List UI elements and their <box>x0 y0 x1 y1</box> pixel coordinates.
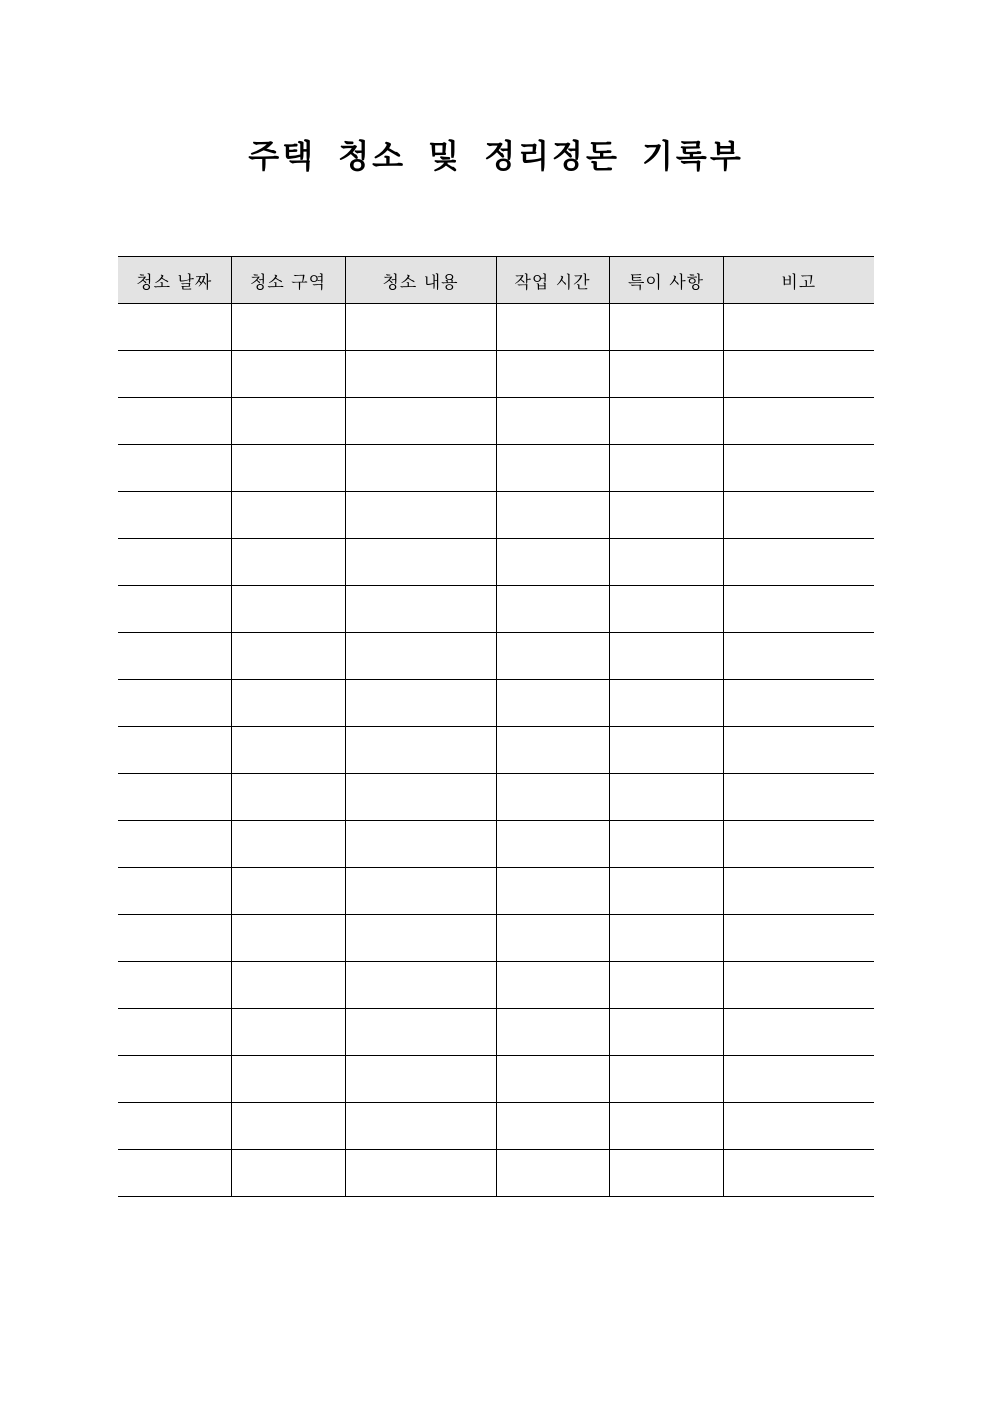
page-title: 주택 청소 및 정리정돈 기록부 <box>248 137 744 175</box>
remarks-cell[interactable] <box>723 868 874 915</box>
area-cell[interactable] <box>231 680 345 727</box>
area-cell[interactable] <box>231 1150 345 1197</box>
time-cell[interactable] <box>496 351 609 398</box>
time-cell[interactable] <box>496 821 609 868</box>
time-cell[interactable] <box>496 492 609 539</box>
area-cell[interactable] <box>231 492 345 539</box>
table-row <box>118 774 874 821</box>
area-cell[interactable] <box>231 1103 345 1150</box>
content-cell[interactable] <box>345 351 496 398</box>
time-cell[interactable] <box>496 633 609 680</box>
remarks-cell[interactable] <box>723 774 874 821</box>
table-row <box>118 1103 874 1150</box>
content-cell[interactable] <box>345 868 496 915</box>
notes-cell[interactable] <box>609 915 723 962</box>
date-cell[interactable] <box>118 633 231 680</box>
table-row <box>118 821 874 868</box>
date-cell[interactable] <box>118 915 231 962</box>
remarks-cell[interactable] <box>723 915 874 962</box>
remarks-cell[interactable] <box>723 586 874 633</box>
time-cell[interactable] <box>496 445 609 492</box>
table-row <box>118 868 874 915</box>
notes-cell[interactable] <box>609 586 723 633</box>
remarks-cell[interactable] <box>723 821 874 868</box>
content-cell[interactable] <box>345 633 496 680</box>
table-row <box>118 727 874 774</box>
date-cell[interactable] <box>118 1009 231 1056</box>
notes-cell[interactable] <box>609 821 723 868</box>
area-cell[interactable] <box>231 915 345 962</box>
header-cleaning-date: 청소 날짜 <box>118 257 231 304</box>
table-row <box>118 539 874 586</box>
area-cell[interactable] <box>231 304 345 351</box>
area-cell[interactable] <box>231 821 345 868</box>
remarks-cell[interactable] <box>723 1009 874 1056</box>
content-cell[interactable] <box>345 492 496 539</box>
content-cell[interactable] <box>345 1056 496 1103</box>
table-row <box>118 1056 874 1103</box>
header-cleaning-area: 청소 구역 <box>231 257 345 304</box>
remarks-cell[interactable] <box>723 304 874 351</box>
remarks-cell[interactable] <box>723 633 874 680</box>
area-cell[interactable] <box>231 398 345 445</box>
remarks-cell[interactable] <box>723 680 874 727</box>
header-work-time: 작업 시간 <box>496 257 609 304</box>
table-row <box>118 492 874 539</box>
cleaning-log-table <box>118 256 874 1197</box>
date-cell[interactable] <box>118 492 231 539</box>
content-cell[interactable] <box>345 1103 496 1150</box>
area-cell[interactable] <box>231 774 345 821</box>
remarks-cell[interactable] <box>723 398 874 445</box>
content-cell[interactable] <box>345 821 496 868</box>
area-cell[interactable] <box>231 962 345 1009</box>
remarks-cell[interactable] <box>723 1150 874 1197</box>
date-cell[interactable] <box>118 398 231 445</box>
table-row <box>118 680 874 727</box>
date-cell[interactable] <box>118 821 231 868</box>
remarks-cell[interactable] <box>723 727 874 774</box>
content-cell[interactable] <box>345 727 496 774</box>
area-cell[interactable] <box>231 1009 345 1056</box>
table-row <box>118 1150 874 1197</box>
date-cell[interactable] <box>118 868 231 915</box>
date-cell[interactable] <box>118 727 231 774</box>
time-cell[interactable] <box>496 1009 609 1056</box>
content-cell[interactable] <box>345 680 496 727</box>
area-cell[interactable] <box>231 868 345 915</box>
remarks-cell[interactable] <box>723 539 874 586</box>
date-cell[interactable] <box>118 1150 231 1197</box>
content-cell[interactable] <box>345 445 496 492</box>
date-cell[interactable] <box>118 680 231 727</box>
area-cell[interactable] <box>231 445 345 492</box>
time-cell[interactable] <box>496 868 609 915</box>
notes-cell[interactable] <box>609 445 723 492</box>
notes-cell[interactable] <box>609 1056 723 1103</box>
date-cell[interactable] <box>118 962 231 1009</box>
table-row <box>118 962 874 1009</box>
content-cell[interactable] <box>345 586 496 633</box>
time-cell[interactable] <box>496 539 609 586</box>
time-cell[interactable] <box>496 962 609 1009</box>
content-cell[interactable] <box>345 1150 496 1197</box>
notes-cell[interactable] <box>609 633 723 680</box>
time-cell[interactable] <box>496 1056 609 1103</box>
date-cell[interactable] <box>118 586 231 633</box>
table-row <box>118 1009 874 1056</box>
notes-cell[interactable] <box>609 680 723 727</box>
date-cell[interactable] <box>118 351 231 398</box>
area-cell[interactable] <box>231 633 345 680</box>
table-row <box>118 351 874 398</box>
area-cell[interactable] <box>231 727 345 774</box>
area-cell[interactable] <box>231 539 345 586</box>
content-cell[interactable] <box>345 774 496 821</box>
date-cell[interactable] <box>118 1056 231 1103</box>
remarks-cell[interactable] <box>723 492 874 539</box>
notes-cell[interactable] <box>609 492 723 539</box>
table-row <box>118 633 874 680</box>
table-row <box>118 586 874 633</box>
header-notes: 특이 사항 <box>609 257 723 304</box>
area-cell[interactable] <box>231 351 345 398</box>
notes-cell[interactable] <box>609 539 723 586</box>
header-row <box>118 257 874 304</box>
notes-cell[interactable] <box>609 774 723 821</box>
notes-cell[interactable] <box>609 868 723 915</box>
time-cell[interactable] <box>496 304 609 351</box>
remarks-cell[interactable] <box>723 962 874 1009</box>
header-remarks: 비고 <box>723 257 874 304</box>
table-row <box>118 304 874 351</box>
time-cell[interactable] <box>496 915 609 962</box>
area-cell[interactable] <box>231 586 345 633</box>
content-cell[interactable] <box>345 304 496 351</box>
content-cell[interactable] <box>345 1009 496 1056</box>
remarks-cell[interactable] <box>723 1056 874 1103</box>
time-cell[interactable] <box>496 398 609 445</box>
table-row <box>118 915 874 962</box>
notes-cell[interactable] <box>609 1009 723 1056</box>
remarks-cell[interactable] <box>723 351 874 398</box>
notes-cell[interactable] <box>609 351 723 398</box>
area-cell[interactable] <box>231 1056 345 1103</box>
date-cell[interactable] <box>118 445 231 492</box>
notes-cell[interactable] <box>609 1150 723 1197</box>
time-cell[interactable] <box>496 680 609 727</box>
table-row <box>118 445 874 492</box>
notes-cell[interactable] <box>609 304 723 351</box>
notes-cell[interactable] <box>609 398 723 445</box>
header-cleaning-content: 청소 내용 <box>345 257 496 304</box>
table-row <box>118 398 874 445</box>
notes-cell[interactable] <box>609 727 723 774</box>
time-cell[interactable] <box>496 586 609 633</box>
remarks-cell[interactable] <box>723 445 874 492</box>
content-cell[interactable] <box>345 962 496 1009</box>
time-cell[interactable] <box>496 774 609 821</box>
content-cell[interactable] <box>345 539 496 586</box>
date-cell[interactable] <box>118 774 231 821</box>
content-cell[interactable] <box>345 915 496 962</box>
date-cell[interactable] <box>118 304 231 351</box>
notes-cell[interactable] <box>609 962 723 1009</box>
time-cell[interactable] <box>496 727 609 774</box>
notes-cell[interactable] <box>609 1103 723 1150</box>
remarks-cell[interactable] <box>723 1103 874 1150</box>
date-cell[interactable] <box>118 1103 231 1150</box>
time-cell[interactable] <box>496 1103 609 1150</box>
content-cell[interactable] <box>345 398 496 445</box>
date-cell[interactable] <box>118 539 231 586</box>
time-cell[interactable] <box>496 1150 609 1197</box>
table-body <box>118 304 874 1197</box>
